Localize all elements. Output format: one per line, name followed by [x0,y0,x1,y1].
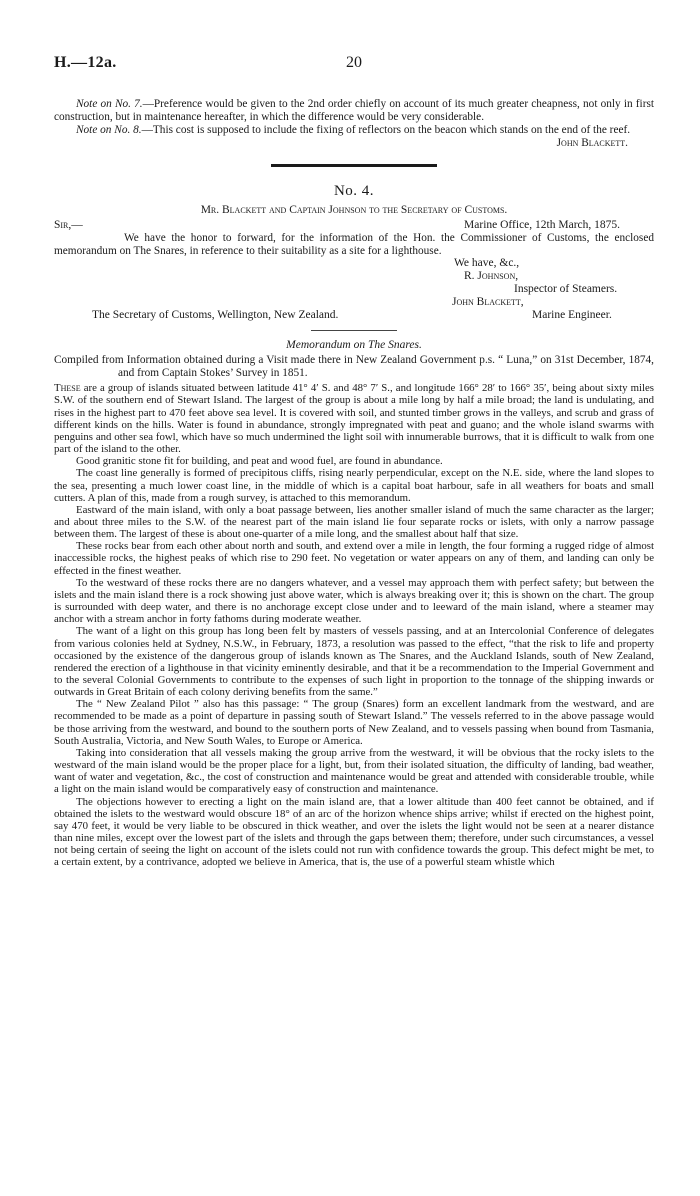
letter-number: No. 4. [333,182,375,199]
memo-paragraph-7: The want of a light on this group has long been felt by masters of vessels passing, and at an Intercolonial Conference of delegates from various colonies held at Sydney, N.S.W., in February, 1873, a resolution was passed to the effect, “that the risk to life and property occasioned by the existence of the dangerous group of islands known as The Snares, and the Auckland Islands, south of New Zealand, rendered the erection of a lighthouse in that vicinity eminently desirable, and that it be a recommendation to the Imperial Government and to the several Colonial Governments to contribute to the expenses of such light in proportion to the tonnage of the shipping inwards or outwards in Great Britain of each colony deriving benefits from the same.” [54,625,654,699]
notes-signature: John Blackett. [556,136,628,149]
memo-paragraph-5: These rocks bear from each other about north and south, and extend over a mile in length, the four forming a rugged ridge of almost inaccessible rocks, the highest peaks of which rise to 290 feet. No vegetation or water appears on any of them, and landing can only be effected in the finest weather. [54,540,654,577]
memo-paragraph-3: The coast line generally is formed of precipitous cliffs, rising nearly perpendicular, except on the N.E. side, where the land slopes to the sea, presenting a much lower coast line, in the middle of which is a capital boat harbour, safe in all weathers for boats and small cutters. A plan of this, made from a rough survey, is attached to this memorandum. [54,467,654,504]
memo-lead-word: These [54,382,81,395]
letter-title: Mr. Blackett and Captain Johnson to the Secretary of Customs. [200,203,508,216]
page-number: 20 [346,54,362,71]
note-7-text: —Preference would be given to the 2nd order chiefly on account of its much greater cheapness, not only in first construction, but in maintenance hereafter, in which the difference would be very considerable. [54,98,654,123]
document-reference: H.—12a. [54,54,117,71]
note-8 [54,124,654,137]
memo-paragraph-1-text: are a group of islands situated between latitude 41° 4′ S. and 48° 7′ S., and longitude 166° 28′ to 166° 35′, being about sixty miles S.W. of the southern end of Stewart Island. The largest of the group is about a mile long by half a mile broad; the land is undulating, and rises in the highest part to 470 feet above sea level. It is covered with soil, and stunted timber grows in the valleys, and scrub and grass of different kinds on the hills. Water is found in abundance, strongly impregnated with peat and guano; and the whole island swarms with penguins and other sea fowl, which have so much undermined the light soil with innumerable burrows, that it is difficult to walk from one part of the island to the other. [54,382,654,456]
memo-title: Memorandum on The Snares. [286,339,422,352]
note-8-label: Note on No. 8. [76,123,142,136]
letter-place-date: Marine Office, 12th March, 1875. [464,218,620,231]
signatory-2-title: Marine Engineer. [532,309,612,322]
memo-paragraph-6: To the westward of these rocks there are no dangers whatever, and a vessel may approach them with perfect safety; but between the islets and the main island there is a rock showing just above water, which is always breaking over it; this is shown on the chart. The group is surrounded with deep water, and there is no anchorage except close under and to leeward of the main island, where a steamer may anchor with a stream anchor in forty fathoms during moderate weather. [54,576,654,626]
memo-body [54,382,654,868]
memo-paragraph-4: Eastward of the main island, with only a boat passage between, lies another smaller island of much the same character as the larger; and about three miles to the S.W. of the nearest part of the main island lie four separate rocks or islets, with only a narrow passage between them. The largest of these is about one-quarter of a mile long, and the smallest about half that size. [54,503,654,541]
section-rule [271,164,437,167]
closing-row [54,257,654,270]
memo-paragraph-9: Taking into consideration that all vessels making the group arrive from the westward, it will be obvious that the rocky islets to the westward of the main island would be the proper place for a light, but, from their isolated situation, the difficulty of landing, bad weather, want of water and vegetation, &c., the cost of construction and maintenance would be great and attended with considerable trouble, while a light on the main island would be comparatively easy of construction and maintenance. [54,746,654,796]
memo-paragraph-8: The “ New Zealand Pilot ” also has this passage: “ The group (Snares) form an excellent landmark from the westward, and are recommended to be made as a point of departure in passing south of Stewart Island.” The vessels referred to in the above passage would be those arriving from the westward, and bound to the southern ports of New Zealand, and to vessels passing when bound from Tasmania, South Australia, Victoria, and New South Wales, to Europe or America. [54,698,654,747]
sig1-title-row [54,283,654,296]
signatory-1-name: R. Johnson, [464,270,519,283]
page-content [54,98,654,869]
memo-separator [311,330,397,331]
salutation-row [54,219,654,232]
memo-paragraph-10: The objections however to erecting a light on the main island are, that a lower altitude than 400 feet cannot be obtained, and if obtained the islets to the westward would obscure 18° of an arc of the horizon whence ships arrive; whilst if erected on the highest point, say 470 feet, it would be very liable to be obscured in thick weather, and over the islets the light would not be seen at a nearer distance than nine miles, except over the lowest part of the islets and through the gaps between them; therefore, under such circumstances, a vessel not being certain of seeing the light on account of the islets could not run with confidence towards the group. This defect might be met, to a certain extent, by a contrivance, adopted we believe in America, that is, the use of a powerful steam whistle which [54,795,654,869]
note-7 [54,98,654,124]
memo-compiled-note: Compiled from Information obtained during a Visit made there in New Zealand Government p.s. “ Luna,” on 31st December, 1874, and from Captain Stokes’ Survey in 1851. [54,354,654,380]
letter-body: We have the honor to forward, for the information of the Hon. the Commissioner of Customs, the enclosed memorandum on The Snares, in reference to their suitability as a site for a lighthouse. [54,231,654,257]
memo-paragraph-1 [54,382,654,455]
letter-salutation: Sir,— [54,218,83,231]
note-8-text: —This cost is supposed to include the fixing of reflectors on the beacon which stands on the end of the reef. [141,123,631,136]
sig1-row [54,270,654,283]
signatory-1-title: Inspector of Steamers. [514,283,618,296]
page-header [54,54,654,76]
note-7-label: Note on No. 7. [76,98,143,110]
letter-closing: We have, &c., [454,257,520,270]
signatory-2-name: John Blackett, [452,296,524,309]
addressee-row [54,309,654,322]
letter-addressee: The Secretary of Customs, Wellington, New Zealand. [92,309,339,322]
memo-paragraph-2: Good granitic stone fit for building, and peat and wood fuel, are found in abundance. [76,455,443,468]
sig2-row [54,296,654,309]
